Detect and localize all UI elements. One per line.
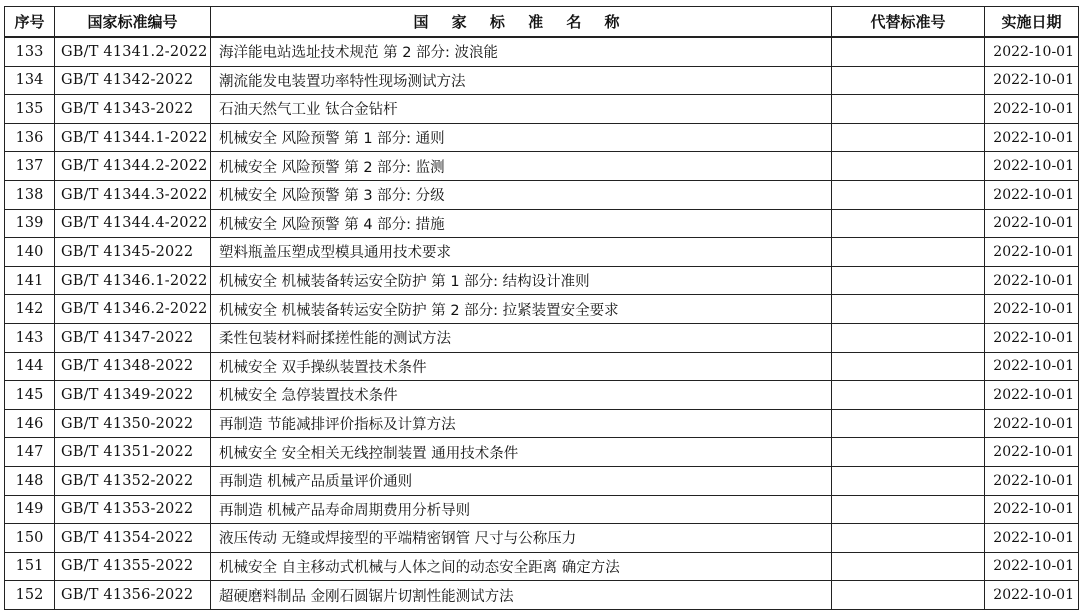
- table-row: [5, 295, 1079, 324]
- cell-implementation-date: 2022-10-01: [985, 323, 1079, 352]
- cell-implementation-date: 2022-10-01: [985, 409, 1079, 438]
- header-date: 实施日期: [985, 7, 1079, 38]
- cell-seq: 150: [5, 524, 55, 553]
- cell-seq: 144: [5, 352, 55, 381]
- table-row: [5, 180, 1079, 209]
- standards-table: [4, 6, 1079, 610]
- cell-seq: 135: [5, 95, 55, 124]
- table-row: [5, 95, 1079, 124]
- cell-replaced-standard: [832, 323, 985, 352]
- table-row: [5, 152, 1079, 181]
- header-name: 国 家 标 准 名 称: [211, 7, 832, 38]
- cell-seq: 141: [5, 266, 55, 295]
- cell-standard-code: GB/T 41350-2022: [55, 409, 211, 438]
- cell-implementation-date: 2022-10-01: [985, 466, 1079, 495]
- cell-seq: 143: [5, 323, 55, 352]
- cell-standard-code: GB/T 41341.2-2022: [55, 37, 211, 66]
- cell-standard-code: GB/T 41355-2022: [55, 552, 211, 581]
- cell-standard-name: 柔性包装材料耐揉搓性能的测试方法: [211, 323, 832, 352]
- cell-standard-code: GB/T 41353-2022: [55, 495, 211, 524]
- cell-standard-name: 液压传动 无缝或焊接型的平端精密钢管 尺寸与公称压力: [211, 524, 832, 553]
- cell-replaced-standard: [832, 495, 985, 524]
- cell-standard-code: GB/T 41344.4-2022: [55, 209, 211, 238]
- cell-replaced-standard: [832, 180, 985, 209]
- table-row: [5, 438, 1079, 467]
- cell-seq: 142: [5, 295, 55, 324]
- cell-implementation-date: 2022-10-01: [985, 266, 1079, 295]
- cell-standard-name: 再制造 机械产品寿命周期费用分析导则: [211, 495, 832, 524]
- cell-replaced-standard: [832, 295, 985, 324]
- cell-replaced-standard: [832, 466, 985, 495]
- cell-standard-code: GB/T 41346.2-2022: [55, 295, 211, 324]
- cell-replaced-standard: [832, 37, 985, 66]
- cell-standard-code: GB/T 41343-2022: [55, 95, 211, 124]
- cell-implementation-date: 2022-10-01: [985, 238, 1079, 267]
- cell-implementation-date: 2022-10-01: [985, 352, 1079, 381]
- cell-standard-name: 再制造 机械产品质量评价通则: [211, 466, 832, 495]
- cell-standard-name: 机械安全 安全相关无线控制装置 通用技术条件: [211, 438, 832, 467]
- cell-standard-code: GB/T 41345-2022: [55, 238, 211, 267]
- table-row: [5, 323, 1079, 352]
- cell-implementation-date: 2022-10-01: [985, 180, 1079, 209]
- cell-standard-code: GB/T 41342-2022: [55, 66, 211, 95]
- cell-seq: 133: [5, 37, 55, 66]
- table-row: [5, 123, 1079, 152]
- cell-implementation-date: 2022-10-01: [985, 295, 1079, 324]
- cell-standard-name: 机械安全 急停装置技术条件: [211, 381, 832, 410]
- table-row: [5, 37, 1079, 66]
- table-row: [5, 409, 1079, 438]
- cell-standard-name: 再制造 节能减排评价指标及计算方法: [211, 409, 832, 438]
- header-replaced: 代替标准号: [832, 7, 985, 38]
- cell-standard-name: 机械安全 风险预警 第 2 部分: 监测: [211, 152, 832, 181]
- table-row: [5, 552, 1079, 581]
- cell-standard-code: GB/T 41356-2022: [55, 581, 211, 610]
- cell-standard-code: GB/T 41352-2022: [55, 466, 211, 495]
- cell-standard-name: 机械安全 自主移动式机械与人体之间的动态安全距离 确定方法: [211, 552, 832, 581]
- cell-standard-name: 海洋能电站选址技术规范 第 2 部分: 波浪能: [211, 37, 832, 66]
- cell-seq: 145: [5, 381, 55, 410]
- cell-seq: 134: [5, 66, 55, 95]
- cell-seq: 139: [5, 209, 55, 238]
- table-row: [5, 581, 1079, 610]
- cell-standard-name: 机械安全 机械装备转运安全防护 第 1 部分: 结构设计准则: [211, 266, 832, 295]
- cell-seq: 152: [5, 581, 55, 610]
- cell-replaced-standard: [832, 438, 985, 467]
- cell-standard-code: GB/T 41348-2022: [55, 352, 211, 381]
- table-row: [5, 352, 1079, 381]
- cell-standard-code: GB/T 41354-2022: [55, 524, 211, 553]
- cell-seq: 137: [5, 152, 55, 181]
- cell-seq: 146: [5, 409, 55, 438]
- cell-implementation-date: 2022-10-01: [985, 495, 1079, 524]
- cell-replaced-standard: [832, 66, 985, 95]
- cell-implementation-date: 2022-10-01: [985, 152, 1079, 181]
- table-row: [5, 466, 1079, 495]
- table-row: [5, 66, 1079, 95]
- table-row: [5, 209, 1079, 238]
- cell-standard-name: 机械安全 风险预警 第 3 部分: 分级: [211, 180, 832, 209]
- cell-standard-name: 机械安全 双手操纵装置技术条件: [211, 352, 832, 381]
- cell-implementation-date: 2022-10-01: [985, 95, 1079, 124]
- table-row: [5, 266, 1079, 295]
- cell-replaced-standard: [832, 266, 985, 295]
- cell-seq: 151: [5, 552, 55, 581]
- table-row: [5, 524, 1079, 553]
- cell-standard-name: 石油天然气工业 钛合金钻杆: [211, 95, 832, 124]
- cell-standard-code: GB/T 41347-2022: [55, 323, 211, 352]
- cell-standard-code: GB/T 41346.1-2022: [55, 266, 211, 295]
- cell-implementation-date: 2022-10-01: [985, 66, 1079, 95]
- cell-implementation-date: 2022-10-01: [985, 37, 1079, 66]
- cell-implementation-date: 2022-10-01: [985, 381, 1079, 410]
- cell-replaced-standard: [832, 552, 985, 581]
- cell-standard-name: 塑料瓶盖压塑成型模具通用技术要求: [211, 238, 832, 267]
- cell-standard-code: GB/T 41344.1-2022: [55, 123, 211, 152]
- cell-implementation-date: 2022-10-01: [985, 438, 1079, 467]
- table-row: [5, 238, 1079, 267]
- cell-standard-code: GB/T 41344.2-2022: [55, 152, 211, 181]
- cell-replaced-standard: [832, 352, 985, 381]
- cell-replaced-standard: [832, 152, 985, 181]
- cell-replaced-standard: [832, 409, 985, 438]
- cell-implementation-date: 2022-10-01: [985, 552, 1079, 581]
- cell-standard-name: 潮流能发电装置功率特性现场测试方法: [211, 66, 832, 95]
- cell-replaced-standard: [832, 524, 985, 553]
- cell-replaced-standard: [832, 381, 985, 410]
- cell-standard-code: GB/T 41349-2022: [55, 381, 211, 410]
- cell-implementation-date: 2022-10-01: [985, 524, 1079, 553]
- table-body: [5, 37, 1079, 609]
- cell-standard-name: 机械安全 机械装备转运安全防护 第 2 部分: 拉紧装置安全要求: [211, 295, 832, 324]
- cell-standard-code: GB/T 41344.3-2022: [55, 180, 211, 209]
- cell-seq: 147: [5, 438, 55, 467]
- cell-implementation-date: 2022-10-01: [985, 209, 1079, 238]
- cell-seq: 149: [5, 495, 55, 524]
- cell-seq: 140: [5, 238, 55, 267]
- cell-replaced-standard: [832, 238, 985, 267]
- cell-replaced-standard: [832, 95, 985, 124]
- cell-implementation-date: 2022-10-01: [985, 123, 1079, 152]
- cell-seq: 136: [5, 123, 55, 152]
- cell-replaced-standard: [832, 581, 985, 610]
- table-row: [5, 381, 1079, 410]
- cell-seq: 138: [5, 180, 55, 209]
- cell-seq: 148: [5, 466, 55, 495]
- table-row: [5, 495, 1079, 524]
- header-code: 国家标准编号: [55, 7, 211, 38]
- cell-standard-code: GB/T 41351-2022: [55, 438, 211, 467]
- cell-standard-name: 机械安全 风险预警 第 4 部分: 措施: [211, 209, 832, 238]
- cell-replaced-standard: [832, 209, 985, 238]
- cell-implementation-date: 2022-10-01: [985, 581, 1079, 610]
- header-row: [5, 7, 1079, 38]
- cell-replaced-standard: [832, 123, 985, 152]
- cell-standard-name: 机械安全 风险预警 第 1 部分: 通则: [211, 123, 832, 152]
- header-seq: 序号: [5, 7, 55, 38]
- cell-standard-name: 超硬磨料制品 金刚石圆锯片切割性能测试方法: [211, 581, 832, 610]
- table-header: [5, 7, 1079, 38]
